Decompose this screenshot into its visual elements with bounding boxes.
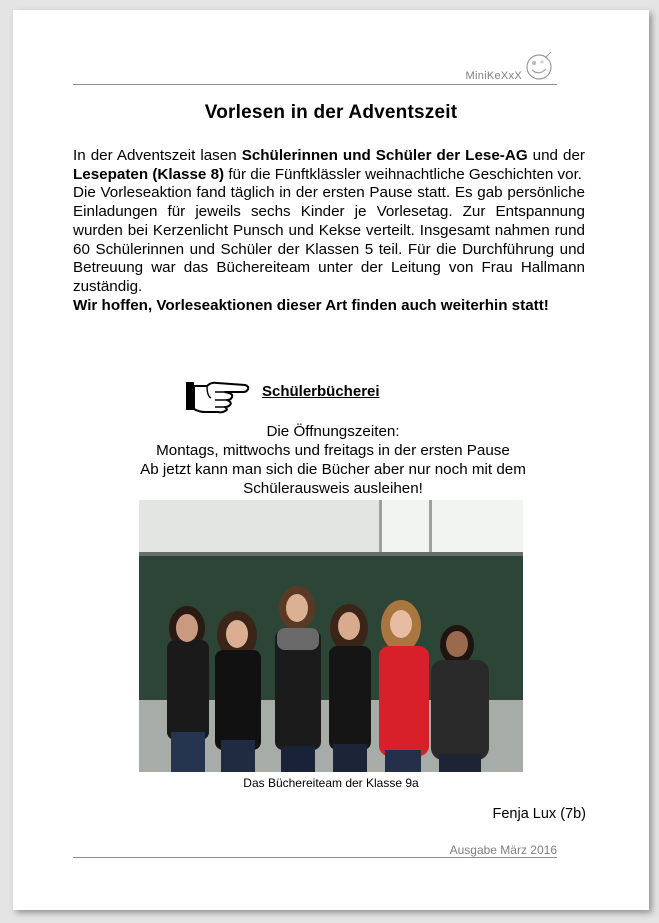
library-title: Schülerbücherei — [262, 383, 380, 400]
paragraph-details: Die Vorleseaktion fand täglich in der ersten Pause statt. Es gab persönliche Einladungen für jeweils sechs Kinder je Vorlesetag. Zur Entspannung wurden bei Kerzenlicht Punsch und Kekse verteilt. Insgesamt nahmen rund 60 Schülerinnen und Schüler der Klassen 5 teil. Für die Durchführung und Betreuung war das Büchereiteam unter der Leitung von Frau Hallmann zuständig. — [73, 184, 585, 295]
header-divider — [73, 84, 557, 85]
opening-hours — [53, 422, 613, 498]
footer-edition: Ausgabe März 2016 — [449, 843, 557, 857]
team-photo — [139, 500, 523, 772]
footer-divider — [73, 857, 557, 858]
article-title: Vorlesen in der Adventszeit — [204, 102, 458, 123]
library-heading — [185, 378, 485, 414]
header-brand: MiniKeXxX — [465, 70, 522, 82]
intro-bold-ag: Schülerinnen und Schüler der Lese-AG — [241, 147, 528, 164]
pointing-hand-icon — [185, 378, 251, 414]
paragraph-closing: Wir hoffen, Vorleseaktionen dieser Art finden auch weiterhin statt! — [73, 296, 549, 314]
intro-text: In der Adventszeit lasen — [73, 147, 242, 164]
article-author: Fenja Lux (7b) — [492, 806, 586, 822]
paragraph-intro — [73, 147, 585, 184]
document-page — [13, 10, 649, 910]
intro-text-and: und der — [527, 147, 585, 164]
photo-caption: Das Büchereiteam der Klasse 9a — [243, 776, 419, 790]
article-body — [73, 147, 585, 315]
hours-line-2: Montags, mittwochs und freitags in der ersten Pause — [156, 442, 510, 459]
intro-bold-lesepaten: Lesepaten (Klasse 8) — [73, 165, 225, 183]
brand-logo-icon — [523, 50, 555, 82]
hours-line-1: Die Öffnungszeiten: — [266, 423, 400, 440]
hours-line-4: Schülerausweis ausleihen! — [243, 480, 423, 497]
hours-line-3: Ab jetzt kann man sich die Bücher aber nur noch mit dem — [140, 461, 526, 478]
intro-text-end: für die Fünftklässler weihnachtliche Geschichten vor. — [224, 165, 583, 183]
